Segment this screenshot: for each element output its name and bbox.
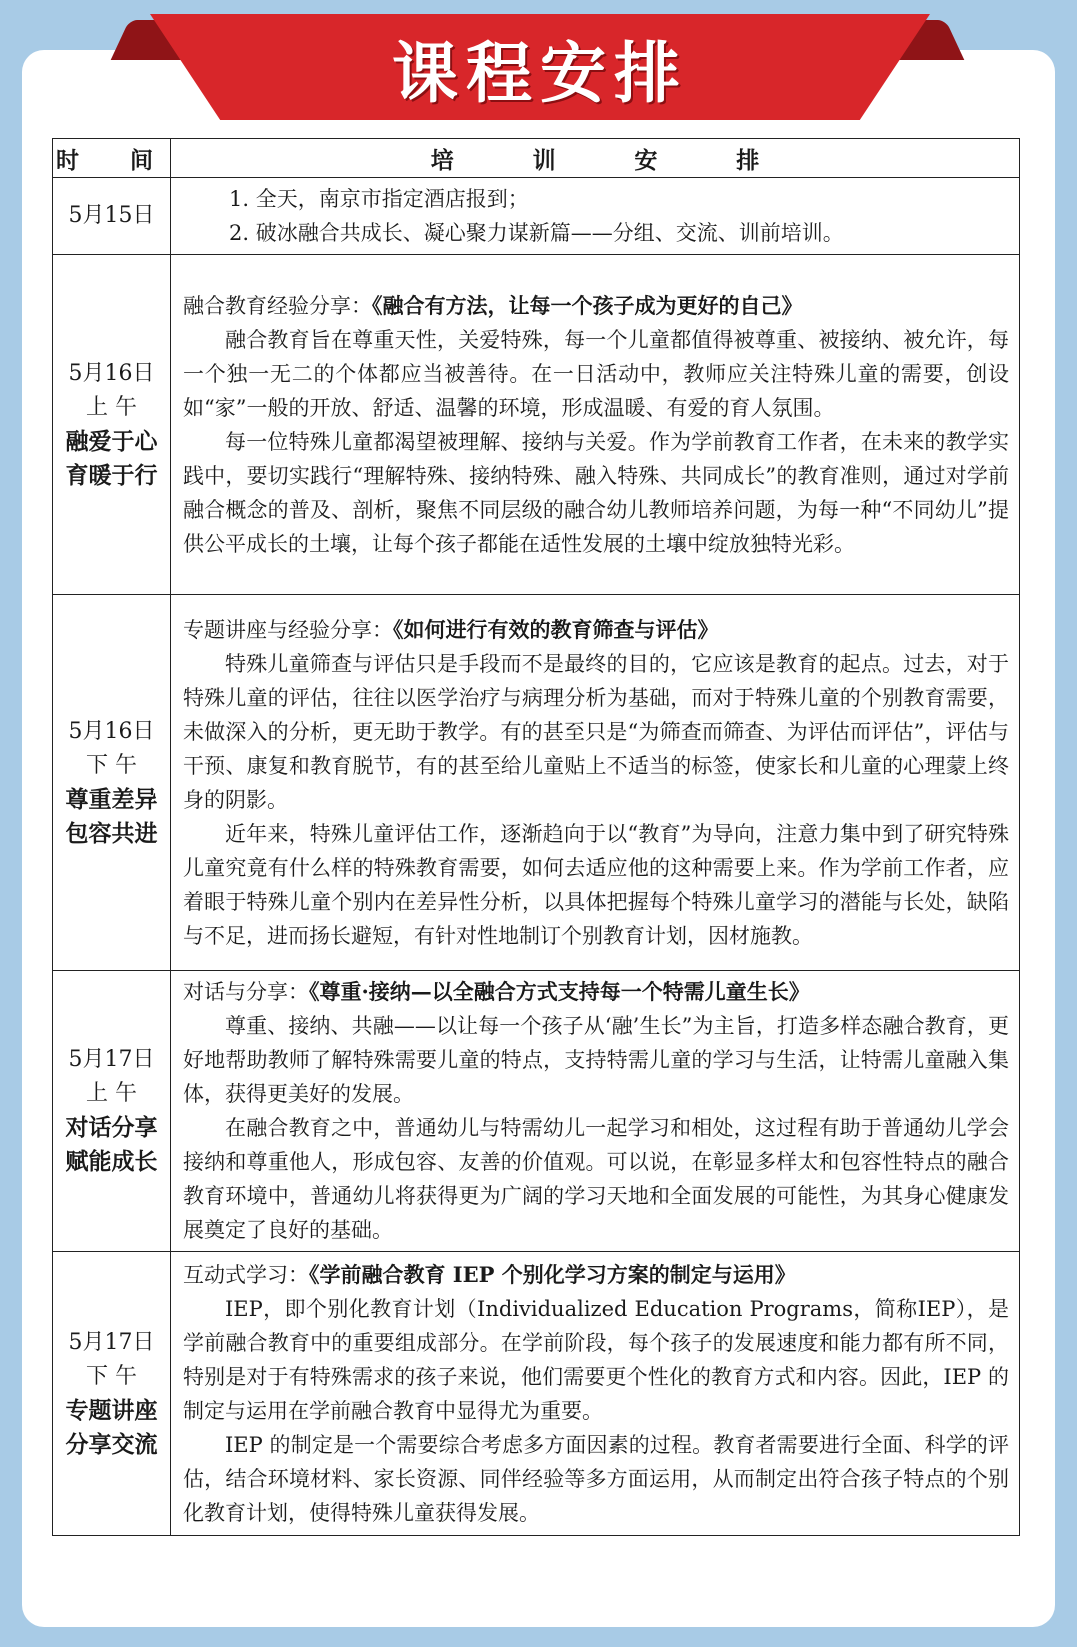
date-label: 5月15日 — [68, 203, 155, 228]
plan-cell — [171, 255, 1020, 595]
plan-item: 1. 全天，南京市指定酒店报到； — [229, 187, 529, 211]
paragraph: IEP 的制定是一个需要综合考虑多方面因素的过程。教育者需要进行全面、科学的评估，结合环境材料、家长资源、同伴经验等多方面运用，从而制定出符合孩子特点的个别化教育计划，使得特殊儿童获得发展。 — [183, 1432, 1009, 1525]
theme-line: 赋能成长 — [65, 1148, 158, 1175]
topic-prefix: 专题讲座与经验分享： — [183, 617, 393, 642]
topic-heading — [183, 289, 1009, 323]
theme-line: 专题讲座 — [65, 1396, 158, 1424]
session-label: 上 午 — [86, 394, 137, 420]
table-row — [53, 971, 1020, 1252]
plan-cell — [171, 1252, 1020, 1536]
date-cell — [53, 1252, 171, 1536]
topic-title: 《如何进行有效的教育筛查与评估》 — [393, 616, 719, 642]
paragraph: 尊重、接纳、共融——以让每一个孩子从‘融’生长”为主旨，打造多样态融合教育，更好地帮助教师了解特殊需要儿童的特点，支持特需儿童的学习与生活，让特需儿童融入集体，获得更美好的发展。 — [183, 1014, 1009, 1106]
plan-cell — [171, 971, 1020, 1252]
paragraph: 近年来，特殊儿童评估工作，逐渐趋向于以“教育”为导向，注意力集中到了研究特殊儿童究竟有什么样的特殊教育需要，如何去适应他的这种需要上来。作为学前工作者，应着眼于特殊儿童个别内在差异性分析，以具体把握每个特殊儿童学习的潜能与长处，缺陷与不足，进而扬长避短，有针对性地制订个别教育计划，因材施教。 — [183, 821, 1009, 948]
table-row — [53, 1252, 1020, 1536]
date-label: 5月17日 — [68, 1047, 155, 1072]
session-label: 下 午 — [86, 752, 137, 778]
table-row — [53, 178, 1020, 255]
paragraph: IEP，即个别化教育计划（Individualized Education Programs，简称IEP），是学前融合教育中的重要组成部分。在学前阶段，每个孩子的发展速度和能力都有所不同，特别是对于有特殊需求的孩子来说，他们需要更个性化的教育方式和内容。因此，IEP 的制定与运用在学前融合教育中显得尤为重要。 — [183, 1296, 1009, 1423]
theme-line: 尊重差异 — [65, 785, 158, 813]
column-header-plan-char: 训 — [532, 146, 556, 174]
date-cell — [53, 971, 171, 1252]
table-row — [53, 255, 1020, 595]
theme-line: 包容共进 — [65, 819, 158, 847]
date-cell — [53, 595, 171, 971]
date-cell — [53, 178, 171, 255]
date-label: 5月17日 — [68, 1329, 155, 1355]
topic-prefix: 对话与分享： — [183, 980, 309, 1004]
column-header-plan-char: 排 — [736, 146, 760, 174]
date-cell — [53, 255, 171, 595]
topic-heading — [183, 1258, 1009, 1292]
topic-title: 《学前融合教育 IEP 个别化学习方案的制定与运用》 — [309, 1261, 796, 1287]
paragraph: 在融合教育之中，普通幼儿与特需幼儿一起学习和相处，这过程有助于普通幼儿学会接纳和尊重他人，形成包容、友善的价值观。可以说，在彰显多样太和包容性特点的融合教育环境中，普通幼儿将获得更为广阔的学习天地和全面发展的可能性，为其身心健康发展奠定了良好的基础。 — [183, 1116, 1009, 1242]
plan-cell — [171, 178, 1020, 255]
date-label: 5月16日 — [68, 718, 155, 744]
topic-heading — [183, 975, 1009, 1009]
column-header-plan — [171, 139, 1020, 178]
theme-line: 分享交流 — [65, 1430, 158, 1458]
table-header-row — [53, 139, 1020, 178]
schedule-table — [52, 138, 1020, 1536]
column-header-time: 时 间 — [53, 139, 171, 178]
page-title: 课程安排 — [392, 34, 688, 112]
session-label: 下 午 — [86, 1363, 137, 1389]
table-row — [53, 595, 1020, 971]
theme-line: 对话分享 — [65, 1114, 158, 1141]
plan-cell — [171, 595, 1020, 971]
theme-line: 育暖于行 — [65, 461, 158, 489]
plan-item: 2. 破冰融合共成长、凝心聚力谋新篇——分组、交流、训前培训。 — [229, 221, 844, 245]
theme-line: 融爱于心 — [65, 427, 158, 455]
topic-title: 《融合有方法，让每一个孩子成为更好的自己》 — [372, 292, 803, 318]
topic-title: 《尊重·接纳—以全融合方式支持每一个特需儿童生长》 — [309, 979, 810, 1004]
session-label: 上 午 — [86, 1081, 137, 1106]
paragraph: 每一位特殊儿童都渴望被理解、接纳与关爱。作为学前教育工作者，在未来的教学实践中，要切实践行“理解特殊、接纳特殊、融入特殊、共同成长”的教育准则，通过对学前融合概念的普及、剖析，聚焦不同层级的融合幼儿教师培养问题，为每一种“不同幼儿”提供公平成长的土壤，让每个孩子都能在适性发展的土壤中绽放独特光彩。 — [183, 429, 1009, 556]
column-header-plan-char: 安 — [634, 146, 658, 174]
date-label: 5月16日 — [68, 360, 155, 386]
paragraph: 特殊儿童筛查与评估只是手段而不是最终的目的，它应该是教育的起点。过去，对于特殊儿童的评估，往往以医学治疗与病理分析为基础，而对于特殊儿童的个别教育需要，未做深入的分析，更无助于教学。有的甚至只是“为筛查而筛查、为评估而评估”，评估与干预、康复和教育脱节，有的甚至给儿童贴上不适当的标签，使家长和儿童的心理蒙上终身的阴影。 — [183, 651, 1009, 812]
paragraph: 融合教育旨在尊重天性，关爱特殊，每一个儿童都值得被尊重、被接纳、被允许，每一个独一无二的个体都应当被善待。在一日活动中，教师应关注特殊儿童的需要，创设如“家”一般的开放、舒适、温馨的环境，形成温暖、有爱的育人氛围。 — [183, 327, 1009, 420]
topic-prefix: 互动式学习： — [183, 1262, 309, 1287]
column-header-plan-char: 培 — [430, 146, 454, 174]
topic-heading — [183, 613, 1009, 647]
topic-prefix: 融合教育经验分享： — [183, 293, 372, 318]
